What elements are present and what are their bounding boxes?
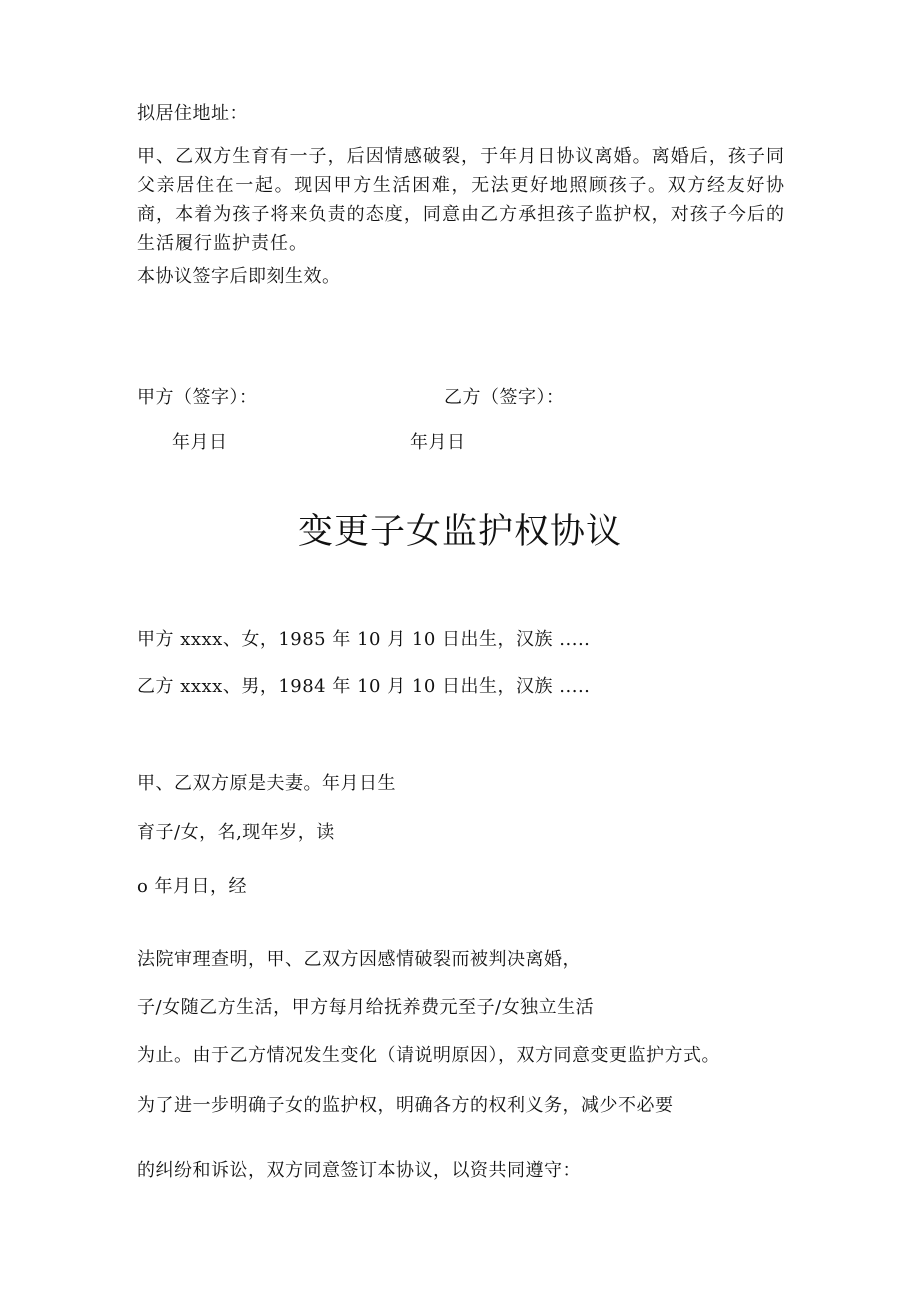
agreement-line: 育子/女，名,现年岁，读 xyxy=(137,822,335,843)
effective-clause: 本协议签字后即刻生效。 xyxy=(137,266,341,287)
divorce-custody-paragraph: 甲、乙双方生育有一子，后因情感破裂，于年月日协议离婚。离婚后，孩子同父亲居住在一起。现因甲方生活困难，无法更好地照顾孩子。双方经友好协商，本着为孩子将来负责的态度，同意由乙方承担孩子监护权，对孩子今后的生活履行监护责任。 xyxy=(137,146,785,254)
agreement-line: 的纠纷和诉讼，双方同意签订本协议，以资共同遵守： xyxy=(137,1160,581,1181)
party-b-sign-date: 年月日 xyxy=(410,432,466,453)
party-a-signature-label: 甲方（签字）： xyxy=(137,387,258,408)
party-b-info: 乙方 xxxx、男，1984 年 10 月 10 日出生，汉族 ..... xyxy=(137,676,591,697)
agreement-line: 为了进一步明确子女的监护权，明确各方的权利义务，减少不必要 xyxy=(137,1095,674,1116)
agreement-line: 为止。由于乙方情况发生变化（请说明原因），双方同意变更监护方式。 xyxy=(137,1045,720,1066)
party-a-info: 甲方 xxxx、女，1985 年 10 月 10 日出生，汉族 ..... xyxy=(137,629,591,650)
agreement-line: 法院审理查明，甲、乙双方因感情破裂而被判决离婚， xyxy=(137,949,581,970)
address-label: 拟居住地址： xyxy=(137,103,248,124)
party-b-signature-label: 乙方（签字）： xyxy=(444,387,565,408)
party-a-sign-date: 年月日 xyxy=(172,432,228,453)
agreement-title: 变更子女监护权协议 xyxy=(297,512,622,552)
agreement-line: 子/女随乙方生活，甲方每月给抚养费元至子/女独立生活 xyxy=(137,997,595,1018)
agreement-line: 甲、乙双方原是夫妻。年月日生 xyxy=(137,773,396,794)
agreement-line: o 年月日，经 xyxy=(137,876,248,897)
